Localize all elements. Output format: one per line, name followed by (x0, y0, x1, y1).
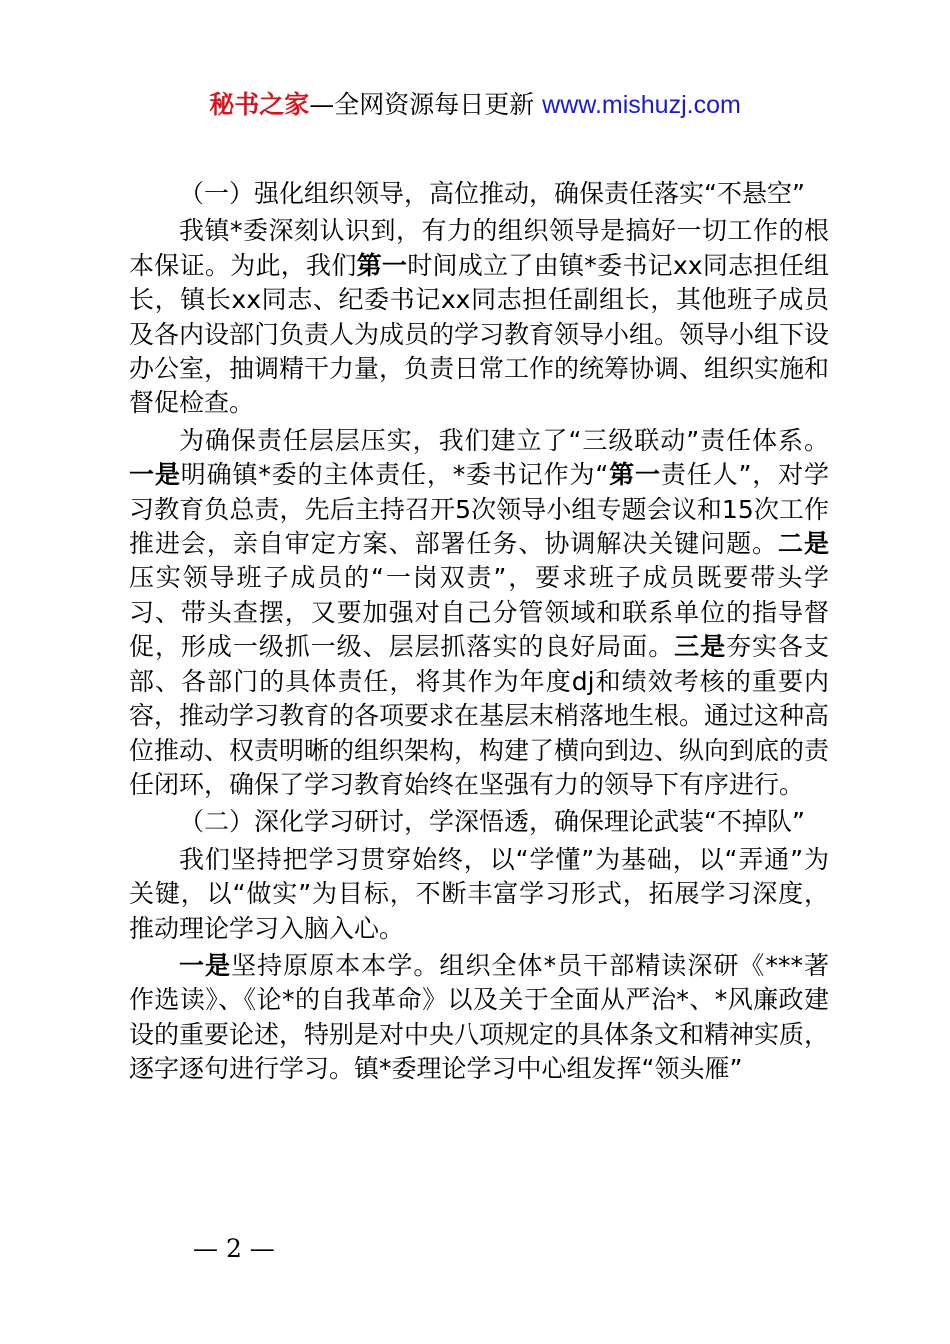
section-heading (129, 177, 829, 211)
site-header (0, 88, 950, 122)
page-number: — 2 — (193, 1234, 275, 1263)
paragraph-text: 压实领导班子成员的“一岗双责”，要求班子成员既要带头学习、带头查摆，又要加强对自己分管领域和联系单位的指导督促，形成一级抓一级、层层抓落实的良好局面。 (129, 563, 829, 662)
paragraph-text: 夯实各支部、各部门的具体责任，将其作为年度dj和绩效考核的重要内容，推动学习教育的各项要求在基层末梢落地生根。通过这种高位推动、权责明晰的组织架构，构建了横向到边、纵向到底的责任闭环，确保了学习教育始终在坚强有力的领导下有序进行。 (129, 632, 830, 799)
paragraph-text: 我们坚持把学习贯穿始终，以“学懂”为基础，以“弄通”为关键，以“做实”为目标，不断丰富学习形式，拓展学习深度，推动理论学习入脑入心。 (129, 844, 829, 943)
paragraph-text: 时间成立了由镇*委书记xx同志担任组长，镇长xx同志、纪委书记xx同志担任副组长，其他班子成员及各内设部门负责人为成员的学习教育领导小组。领导小组下设办公室，抽调精干力量，负责日常工作的统筹协调、组织实施和督促检查。 (129, 250, 830, 418)
body-paragraph (129, 214, 829, 420)
bold-emphasis: 三是 (674, 632, 727, 662)
bold-emphasis: 第一 (608, 460, 661, 490)
document-body (129, 177, 829, 1090)
header-tagline: —全网资源每日更新 (309, 90, 543, 119)
paragraph-text: （二）深化学习研讨，学深悟透，确保理论武装“不掉队” (179, 807, 805, 837)
paragraph-text: 坚持原原本本学。组织全体*员干部精读深研《***著作选读》、《论*的自我革命》以及关于全面从严治*、*风廉政建设的重要论述，特别是对中央八项规定的具体条文和精神实质，逐字逐句进行学习。镇*委理论学习中心组发挥“领头雁” (129, 950, 830, 1084)
paragraph-text: 为确保责任层层压实，我们建立了“三级联动”责任体系。 (179, 425, 829, 455)
body-paragraph (129, 843, 829, 946)
paragraph-text: （一）强化组织领导，高位推动，确保责任落实“不悬空” (179, 179, 805, 208)
bold-emphasis: 第一 (356, 250, 408, 280)
site-url-link[interactable]: www.mishuzj.com (542, 91, 741, 119)
paragraph-text: 我镇*委深刻认识到，有力的组织领导是搞好一切工作的根本保证。为此，我们 (129, 216, 829, 280)
section-heading (129, 805, 829, 839)
body-paragraph (129, 949, 829, 1087)
paragraph-text: 明确镇*委的主体责任，*委书记作为“ (180, 460, 609, 490)
body-paragraph (129, 424, 829, 802)
bold-emphasis: 一是 (129, 460, 181, 490)
brand-name: 秘书之家 (209, 90, 310, 119)
bold-emphasis: 一是 (179, 950, 232, 980)
bold-emphasis: 二是 (778, 529, 829, 559)
paragraph-text: 责任人”，对学习教育负总责，先后主持召开5次领导小组专题会议和15次工作推进会，亲自审定方案、部署任务、协调解决关键问题。 (129, 460, 829, 559)
